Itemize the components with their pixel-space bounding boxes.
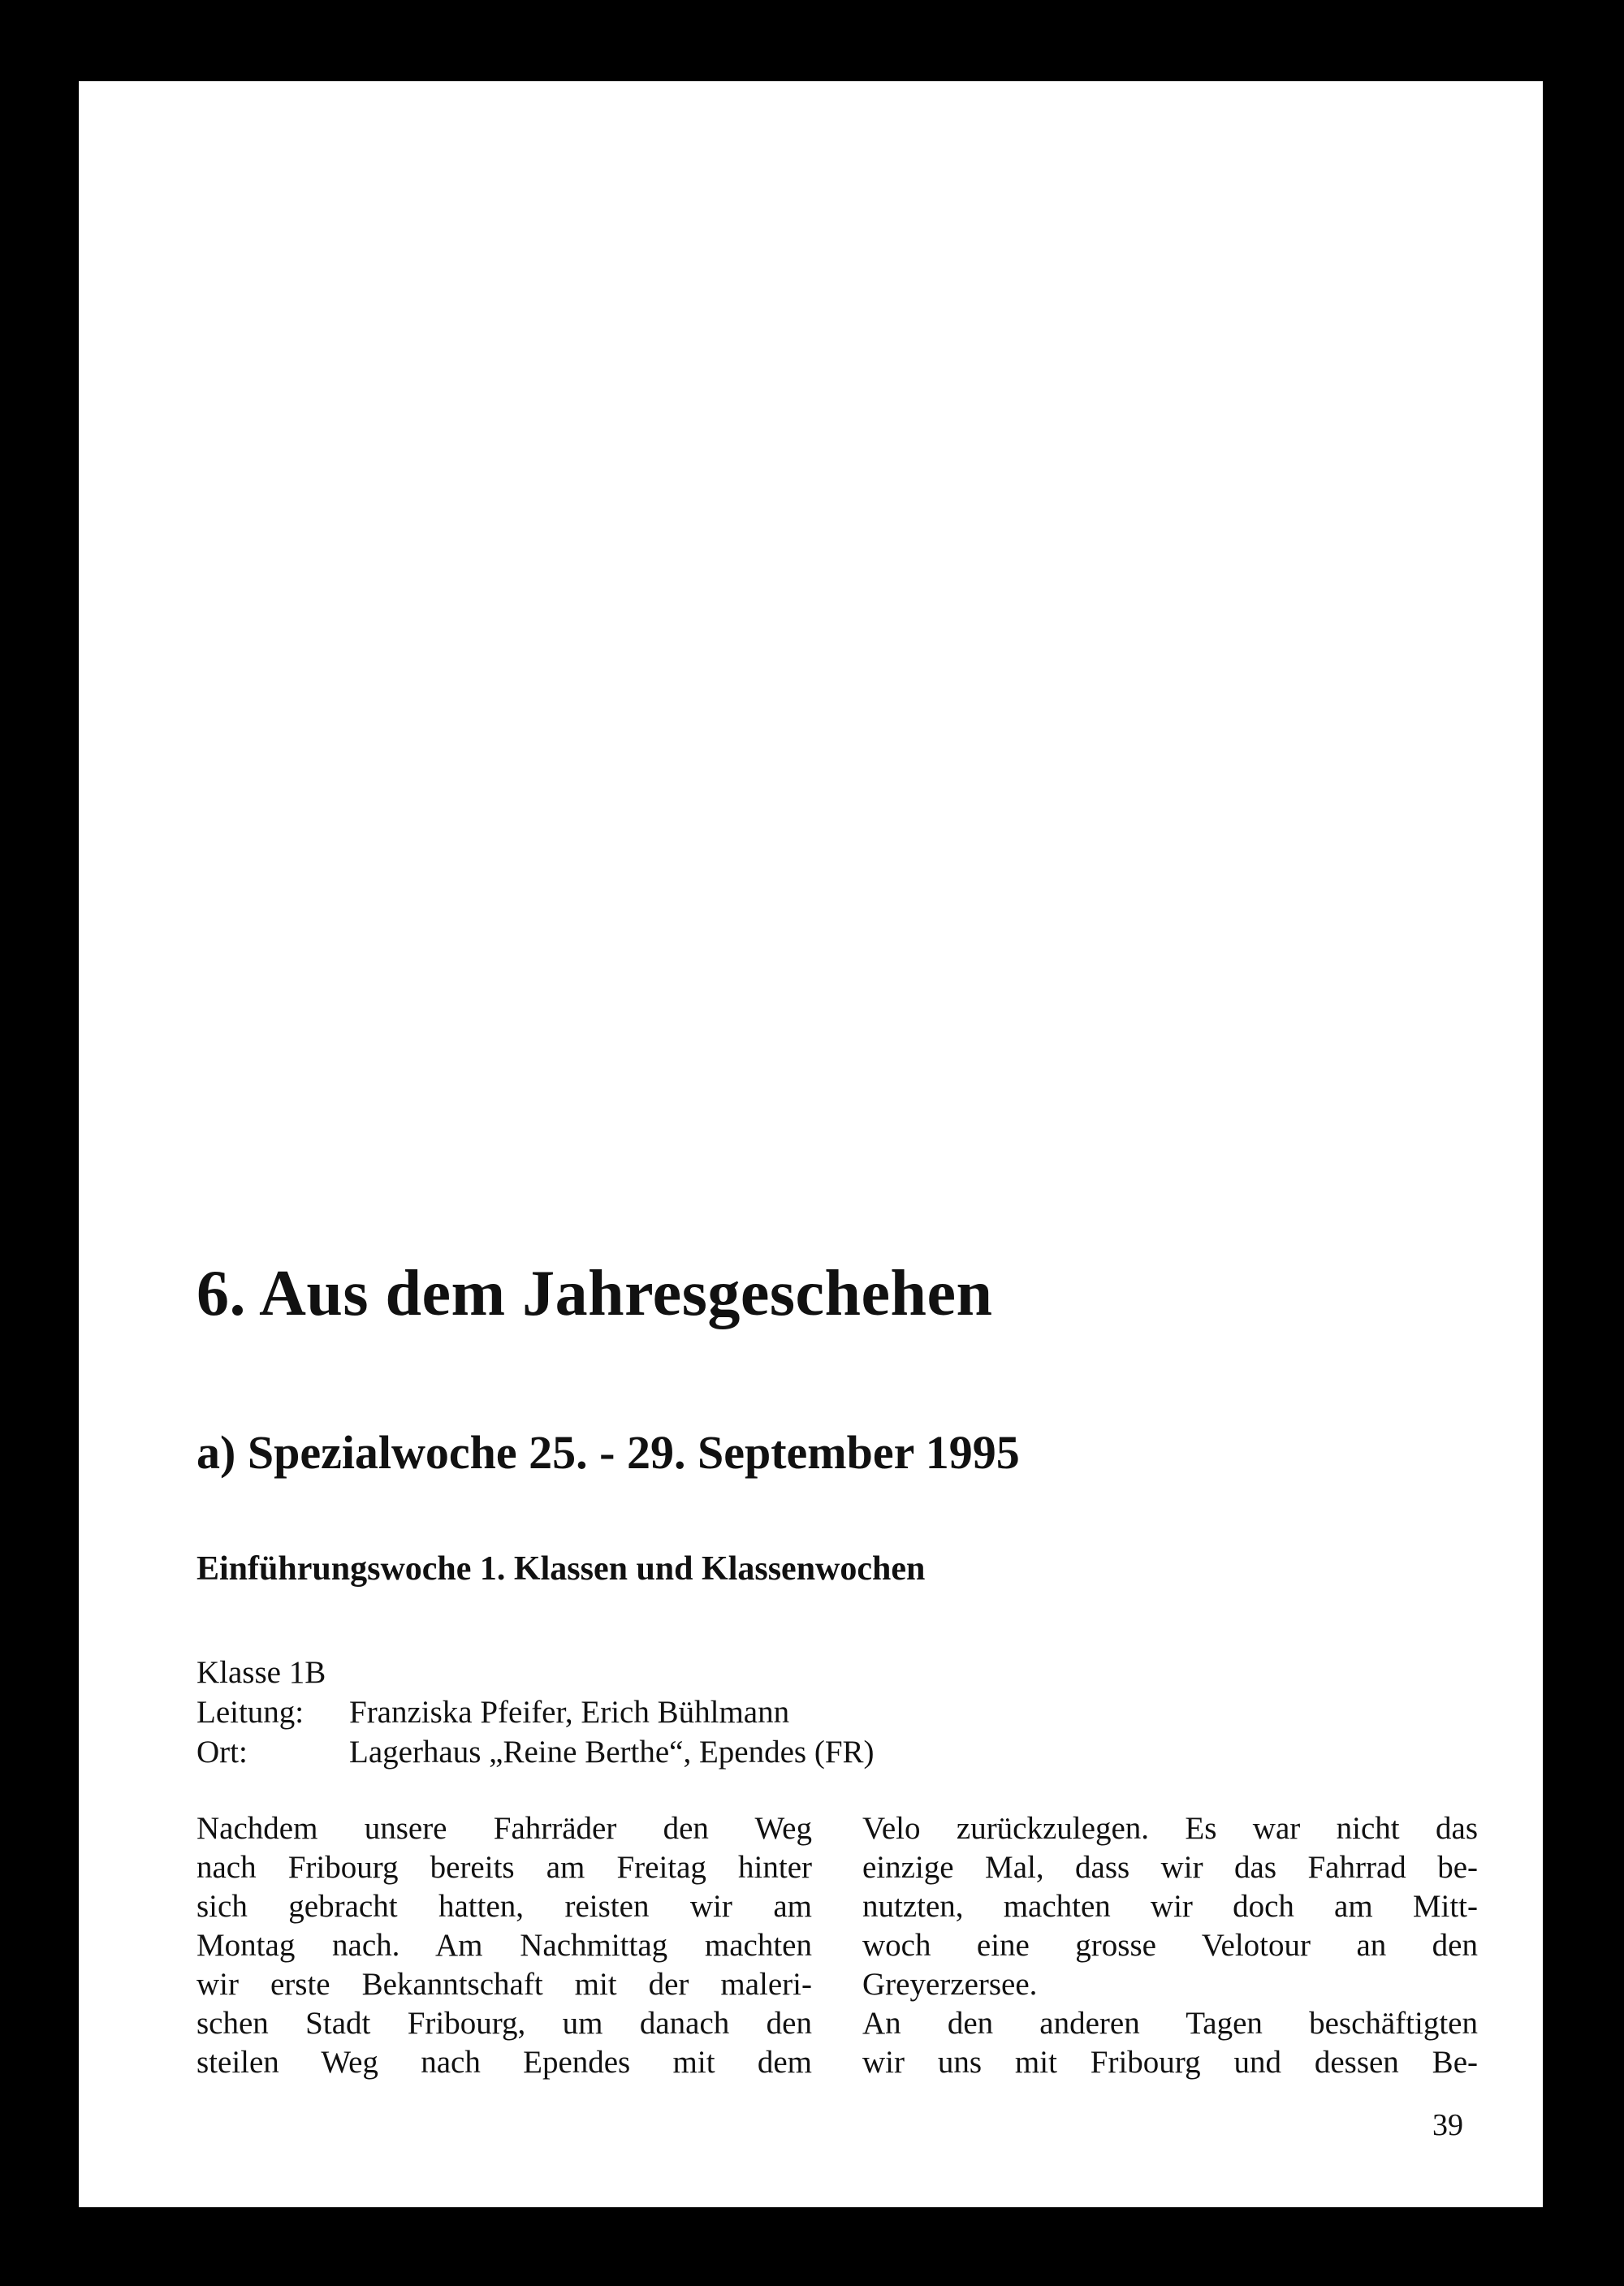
chapter-title: 6. Aus dem Jahresgeschehen: [197, 1258, 993, 1329]
body-line: Greyerzersee.: [862, 1967, 1038, 2002]
subsection-title: Einführungswoche 1. Klassen und Klassenwochen: [197, 1550, 926, 1588]
ort-label: Ort:: [197, 1735, 248, 1770]
body-line: An den anderen Tagen beschäftigten: [862, 2006, 1478, 2041]
body-line: einzige Mal, dass wir das Fahrrad be-: [862, 1850, 1478, 1885]
body-line: wir uns mit Fribourg und dessen Be-: [862, 2045, 1478, 2080]
leitung-label: Leitung:: [197, 1695, 304, 1730]
document-page: [79, 81, 1543, 2207]
leitung-row: [197, 1692, 875, 1732]
ort-value: Lagerhaus „Reine Berthe“, Ependes (FR): [349, 1735, 875, 1770]
body-column-right: [862, 1809, 1478, 2082]
body-line: sich gebracht hatten, reisten wir am: [197, 1889, 812, 1924]
body-line: Nachdem unsere Fahrräder den Weg: [197, 1811, 812, 1846]
body-line: wir erste Bekanntschaft mit der maleri-: [197, 1967, 812, 2002]
class-name-row: [197, 1653, 875, 1692]
body-line: woch eine grosse Velotour an den: [862, 1928, 1478, 1963]
body-line: Montag nach. Am Nachmittag machten: [197, 1928, 812, 1963]
class-info: [197, 1653, 875, 1772]
body-line: nach Fribourg bereits am Freitag hinter: [197, 1850, 812, 1885]
class-name: Klasse 1B: [197, 1655, 326, 1690]
body-line: steilen Weg nach Ependes mit dem: [197, 2045, 812, 2080]
ort-row: [197, 1732, 875, 1772]
body-column-left: [197, 1809, 812, 2082]
body-line: schen Stadt Fribourg, um danach den: [197, 2006, 812, 2041]
page-number: 39: [1432, 2108, 1463, 2142]
body-line: nutzten, machten wir doch am Mitt-: [862, 1889, 1478, 1924]
section-title: a) Spezialwoche 25. - 29. September 1995: [197, 1426, 1020, 1479]
leitung-value: Franziska Pfeifer, Erich Bühlmann: [349, 1695, 790, 1730]
body-line: Velo zurückzulegen. Es war nicht das: [862, 1811, 1478, 1846]
